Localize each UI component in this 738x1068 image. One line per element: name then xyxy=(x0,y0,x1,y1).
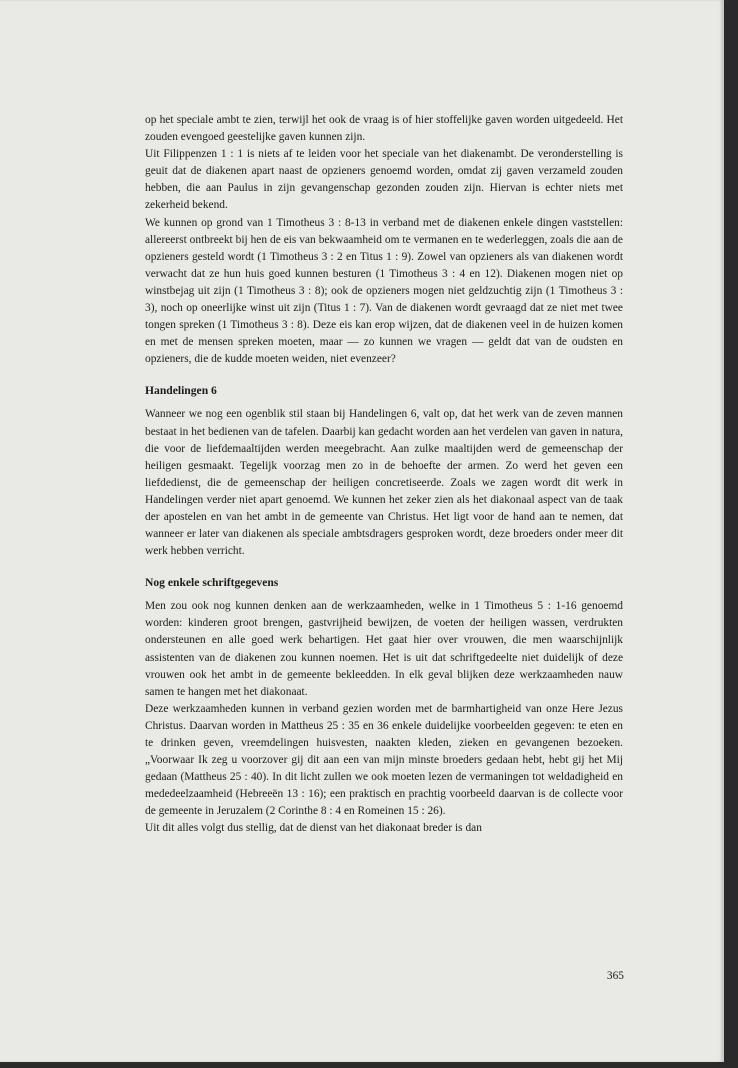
section-heading: Handelingen 6 xyxy=(145,384,217,398)
scan-edge-bottom xyxy=(0,1062,738,1068)
scan-edge-right xyxy=(724,0,738,1068)
paragraph: Men zou ook nog kunnen denken aan de werkzaamheden, welke in 1 Timotheus 5 : 1-16 genoemd worden: kinderen groot brengen, gastvrijheid bewijzen, de voeten der heiligen wassen, verdrukten ondersteunen en alle goed werk behartigen. Het gaat hier over vrouwen, die men waarschijnlijk assistenten van de diakenen zou kunnen noemen. Het is uit dat schriftgedeelte niet duidelijk of deze vrouwen ook het ambt in de gemeente bekleedden. In elk geval blijken deze werkzaamheden nauw samen te hangen met het diakonaat. xyxy=(145,600,623,698)
paragraph: Uit dit alles volgt dus stellig, dat de dienst van het diakonaat breder is dan xyxy=(145,822,482,835)
paragraph: Wanneer we nog een ogenblik stil staan bij Handelingen 6, valt op, dat het werk van de zeven mannen bestaat in het bedienen van de tafelen. Daarbij kan gedacht worden aan het verdelen van gaven in natura, die voor de liefdemaaltijden werden meegebracht. Aan zulke maaltijden werd de gemeenschap der heiligen gesmaakt. Tegelijk voorzag men zo in de behoefte der armen. Zo werd het geven een liefdedienst, die de gemeenschap der heiligen concretiseerde. Zoals we zagen wordt dit werk in Handelingen verder niet apart genoemd. We kunnen het zeker zien als het diakonaal aspect van de taak der apostelen en van het ambt in de gemeente van Christus. Het ligt voor de hand aan te nemen, dat wanneer er later van diakenen als speciale ambtsdragers gesproken wordt, deze broeders onder meer dit werk hebben verricht. xyxy=(145,408,623,558)
paragraph: Deze werkzaamheden kunnen in verband gezien worden met de barmhartigheid van onze Here Jezus Christus. Daarvan worden in Mattheus 25 : 35 en 36 enkele duidelijke voorbeelden gegeven: te eten en te drinken geven, vreemdelingen huisvesten, naakten kleden, zieken en gevangenen bezoeken. „Voorwaar Ik zeg u voorzover gij dit aan een van mijn minste broeders gedaan hebt, hebt gij het Mij gedaan (Mattheus 25 : 40). In dit licht zullen we ook moeten lezen de vermaningen tot weldadigheid en mededeelzaamheid (Hebreeën 13 : 16); een praktisch en prachtig voorbeeld daarvan is de collecte voor de gemeente in Jeruzalem (2 Corinthe 8 : 4 en Romeinen 15 : 26). xyxy=(145,702,623,818)
paragraph: op het speciale ambt te zien, terwijl het ook de vraag is of hier stoffelijke gaven worden uitgedeeld. Het zouden evengoed geestelijke gaven kunnen zijn. xyxy=(145,114,623,144)
paragraph: We kunnen op grond van 1 Timotheus 3 : 8-13 in verband met de diakenen enkele dingen vaststellen: allereerst ontbreekt bij hen de eis van bekwaamheid om te vermanen en te wederleggen, zoals die aan de opzieners gesteld wordt (1 Timotheus 3 : 2 en Titus 1 : 9). Zowel van opzieners als van diakenen wordt verwacht dat ze hun huis goed kunnen besturen (1 Timotheus 3 : 4 en 12). Diakenen mogen niet op winstbejag uit zijn (1 Timotheus 3 : 8); ook de opzieners mogen niet geldzuchtig zijn (1 Timotheus 3 : 3), noch op oneerlijke winst uit zijn (Titus 1 : 7). Van de diakenen wordt gevraagd dat ze niet met twee tongen spreken (1 Timotheus 3 : 8). Deze eis kan erop wijzen, dat de diakenen veel in de huizen komen en met de mensen spreken moeten, maar — zo kunnen we vragen — geldt dat van de oudsten en opzieners, die de kudde moeten weiden, niet evenzeer? xyxy=(145,216,623,366)
page-body xyxy=(145,112,623,838)
section-heading: Nog enkele schriftgegevens xyxy=(145,576,279,590)
page-number: 365 xyxy=(606,970,624,982)
paragraph: Uit Filippenzen 1 : 1 is niets af te leiden voor het speciale van het diakenambt. De veronderstelling is geuit dat de diakenen apart naast de opzieners genoemd worden, omdat zij gaven verzameld zouden hebben, die aan Paulus in zijn gevangenschap gezonden zouden zijn. Hiervan is echter niets met zekerheid bekend. xyxy=(145,148,623,212)
